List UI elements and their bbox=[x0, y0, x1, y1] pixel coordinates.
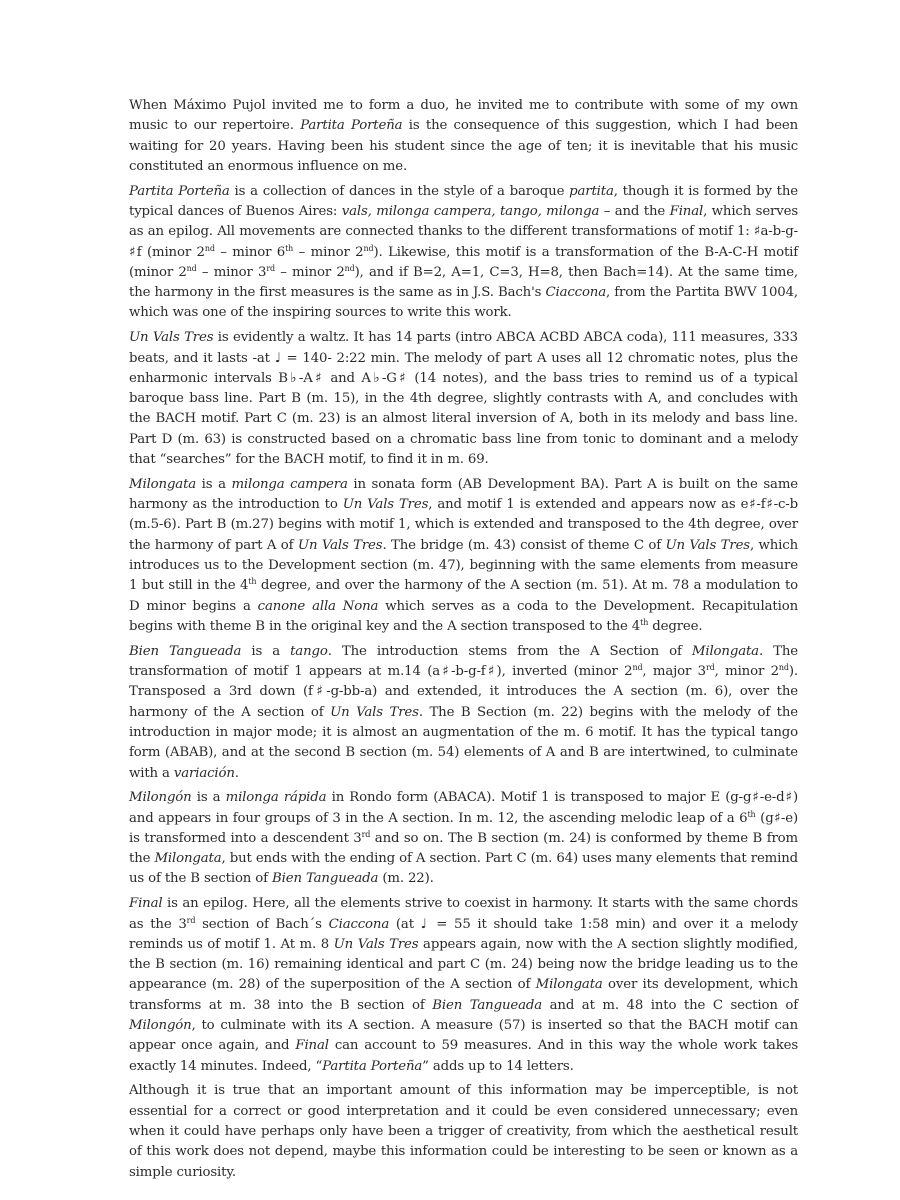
italic-text: Bien Tangueada bbox=[272, 871, 379, 887]
superscript-text: rd bbox=[361, 829, 371, 839]
text-run: – minor 3 bbox=[196, 264, 267, 280]
text-run: , from the Partita BWV 1004, which was one of the inspiring sources to write this work. bbox=[129, 285, 798, 321]
superscript-text: th bbox=[640, 617, 649, 627]
italic-text: Milongón bbox=[129, 1018, 192, 1034]
paragraph bbox=[129, 96, 798, 177]
text-run: ” adds up to 14 letters. bbox=[422, 1058, 574, 1074]
text-run: , which introduces us to the Development section (m. 47), beginning with the same elements from measure 1 but still in the 4 bbox=[129, 537, 798, 594]
text-run: . The introduction stems from the A Section of bbox=[327, 643, 692, 659]
text-run: appears again, now with the A section slightly modified, the B section (m. 16) remaining identical and part C (m. 24) being now the bridge leading us to the appearance (m. 28) of the superposition of the A section of bbox=[129, 936, 798, 993]
text-run: ). Transposed a 3rd down (f♯-g-bb-a) and extended, it introduces the A section (m. 6), over the harmony of the A section of bbox=[129, 664, 799, 720]
paragraph bbox=[129, 328, 798, 470]
italic-text: Un Vals Tres bbox=[330, 704, 419, 720]
italic-text: Un Vals Tres bbox=[333, 936, 419, 952]
text-run: in Rondo form (ABACA). Motif 1 is transposed to major E (g-g♯-e-d♯) and appears in four groups of 3 in the A section. In m. 12, the ascending melodic leap of a 6 bbox=[129, 790, 798, 826]
text-run: in sonata form (AB Development BA). Part A is built on the same harmony as the introduction to bbox=[129, 476, 798, 513]
text-run: – minor 2 bbox=[274, 264, 345, 280]
italic-text: Un Vals Tres bbox=[297, 537, 383, 553]
superscript-text: nd bbox=[363, 243, 374, 253]
italic-text: milonga campera bbox=[231, 476, 348, 492]
text-run: section of Bach´s bbox=[195, 916, 329, 932]
italic-text: Milongón bbox=[129, 790, 192, 806]
paragraph bbox=[129, 788, 798, 889]
text-run: , to culminate with its A section. A measure (57) is inserted so that the BACH motif can appear once again, and bbox=[129, 1018, 798, 1054]
text-run: degree, and over the harmony of the A section (m. 51). At m. 78 a modulation to D minor begins a bbox=[129, 578, 798, 614]
text-run: When Máximo Pujol invited me to form a duo, he invited me to contribute with some of my own music to our repertoire. bbox=[129, 98, 798, 134]
text-run: degree. bbox=[648, 618, 703, 634]
paragraph bbox=[129, 475, 798, 637]
superscript-text: nd bbox=[632, 663, 643, 673]
superscript-text: rd bbox=[266, 263, 275, 273]
italic-text: Milongata bbox=[691, 643, 759, 659]
text-run: , minor 2 bbox=[714, 664, 779, 680]
superscript-text: nd bbox=[186, 263, 197, 273]
paragraph bbox=[129, 642, 798, 784]
text-run: is a bbox=[191, 790, 226, 806]
text-run: is a bbox=[196, 476, 232, 492]
italic-text: canone alla Nona bbox=[257, 598, 379, 614]
paragraph bbox=[129, 894, 798, 1077]
superscript-text: th bbox=[747, 809, 756, 819]
text-run: , but ends with the ending of A section. Part C (m. 64) uses many elements that remind us of the B section of bbox=[129, 851, 798, 887]
italic-text: Milongata bbox=[129, 476, 197, 492]
italic-text: Partita Porteña bbox=[300, 118, 403, 134]
italic-text: variación bbox=[173, 765, 235, 781]
text-run: , and motif 1 is extended and appears now as e♯-f♯-c-b (m.5-6). Part B (m.27) begins with motif 1, which is extended and transposed to the 4th degree, over the harmony of part A of bbox=[129, 497, 799, 553]
italic-text: vals, milonga campera, tango, milonga bbox=[341, 203, 600, 219]
superscript-text: nd bbox=[204, 243, 215, 253]
text-run: . The B Section (m. 22) begins with the melody of the introduction in major mode; it is almost an augmentation of the m. 6 motif. It has the typical tango form (ABAB), and at the second B section (m. 54) elements of A and B are intertwined, to culminate with a bbox=[129, 704, 798, 781]
text-run: is the consequence of this suggestion, which I had been waiting for 20 years. Having been his student since the age of ten; it is inevitable that his music constituted an enormous influence on me. bbox=[129, 118, 798, 174]
italic-text: Final bbox=[295, 1038, 329, 1054]
text-run: Although it is true that an important amount of this information may be imperceptible, is not essential for a correct or good interpretation and it could be even considered unnecessary; even when it could have perhaps only have been a trigger of creativity, from which the aesthetical result of this work does not depend, maybe this information could be interesting to be seen or known as a simple curiosity. bbox=[129, 1083, 798, 1180]
text-run: which serves as a coda to the Development. Recapitulation begins with theme B in the original key and the A section transposed to the 4 bbox=[129, 598, 799, 634]
text-run: , which serves as an epilog. All movements are connected thanks to the different transformations of motif 1: ♯a-b-g-♯f (minor 2 bbox=[129, 203, 798, 260]
text-run: . bbox=[234, 765, 239, 781]
text-run: (m. 22). bbox=[378, 871, 434, 887]
text-run: over its development, which transforms at m. 38 into the B section of bbox=[129, 977, 798, 1013]
text-run: is an epilog. Here, all the elements strive to coexist in harmony. It starts with the same chords as the 3 bbox=[129, 896, 798, 932]
text-run: . The transformation of motif 1 appears at m.14 (a♯-b-g-f♯), inverted (minor 2 bbox=[129, 643, 798, 680]
italic-text: Bien Tangueada bbox=[129, 643, 242, 659]
text-run: and at m. 48 into the C section of bbox=[542, 997, 798, 1013]
text-run: is a bbox=[241, 643, 291, 659]
superscript-text: nd bbox=[344, 263, 355, 273]
italic-text: Un Vals Tres bbox=[342, 497, 429, 513]
italic-text: Final bbox=[129, 896, 163, 912]
italic-text: Ciaccona bbox=[328, 916, 390, 932]
italic-text: Milongata bbox=[154, 851, 222, 867]
italic-text: Un Vals Tres bbox=[129, 330, 214, 346]
text-run: – minor 2 bbox=[293, 244, 364, 260]
text-run: and so on. The B section (m. 24) is conformed by theme B from the bbox=[129, 830, 798, 867]
italic-text: partita bbox=[569, 183, 614, 199]
text-run: is evidently a waltz. It has 14 parts (intro ABCA ACBD ABCA coda), 111 measures, 333 beats, and it lasts -at ♩ = 140- 2:22 min. The melody of part A uses all 12 chromatic notes, plus the enharmonic intervals B♭-A♯ and A♭-G♯ (14 notes), and the bass tries to remind us of a typical baroque bass line. Part B (m. 15), in the 4th degree, slightly contrasts with A, and concludes with the BACH motif. Part C (m. 23) is an almost literal inversion of A, both in its melody and bass line. Part D (m. 63) is constructed based on a chromatic bass line from tonic to dominant and a melody that “searches” for the BACH motif, to find it in m. 69. bbox=[129, 330, 798, 468]
text-run: ). Likewise, this motif is a transformation of the B-A-C-H motif (minor 2 bbox=[129, 244, 799, 280]
superscript-text: th bbox=[285, 243, 294, 253]
italic-text: Partita Porteña bbox=[129, 183, 230, 199]
text-run: (g♯-e) is transformed into a descendent 3 bbox=[129, 810, 798, 846]
text-run: – minor 6 bbox=[214, 244, 286, 260]
italic-text: Un Vals Tres bbox=[665, 537, 750, 553]
italic-text: Final bbox=[669, 203, 704, 219]
italic-text: tango bbox=[290, 643, 328, 659]
superscript-text: nd bbox=[778, 663, 789, 673]
text-run: , major 3 bbox=[642, 664, 706, 680]
text-run: can account to 59 measures. And in this way the whole work takes exactly 14 minutes. Indeed, “ bbox=[129, 1038, 798, 1074]
text-run: is a collection of dances in the style of a baroque bbox=[229, 183, 570, 199]
superscript-text: th bbox=[248, 577, 257, 587]
document-body bbox=[129, 96, 798, 1183]
italic-text: Ciaccona bbox=[545, 285, 606, 301]
text-run: . The bridge (m. 43) consist of theme C of bbox=[382, 537, 666, 553]
italic-text: Partita Porteña bbox=[322, 1058, 423, 1074]
superscript-text: rd bbox=[186, 915, 196, 925]
superscript-text: rd bbox=[705, 663, 715, 673]
text-run: (at ♩ = 55 it should take 1:58 min) and over it a melody reminds us of motif 1. At m. 8 bbox=[129, 916, 798, 952]
text-run: ), and if B=2, A=1, C=3, H=8, then Bach=14). At the same time, the harmony in the first measures is the same as in J.S. Bach's bbox=[129, 264, 799, 301]
text-run: – and the bbox=[599, 203, 670, 219]
italic-text: milonga rápida bbox=[225, 790, 327, 806]
italic-text: Milongata bbox=[535, 977, 603, 993]
paragraph bbox=[129, 1081, 798, 1182]
document-page bbox=[129, 96, 798, 1187]
text-run: , though it is formed by the typical dances of Buenos Aires: bbox=[129, 183, 798, 219]
italic-text: Bien Tangueada bbox=[432, 997, 543, 1013]
paragraph bbox=[129, 182, 798, 324]
